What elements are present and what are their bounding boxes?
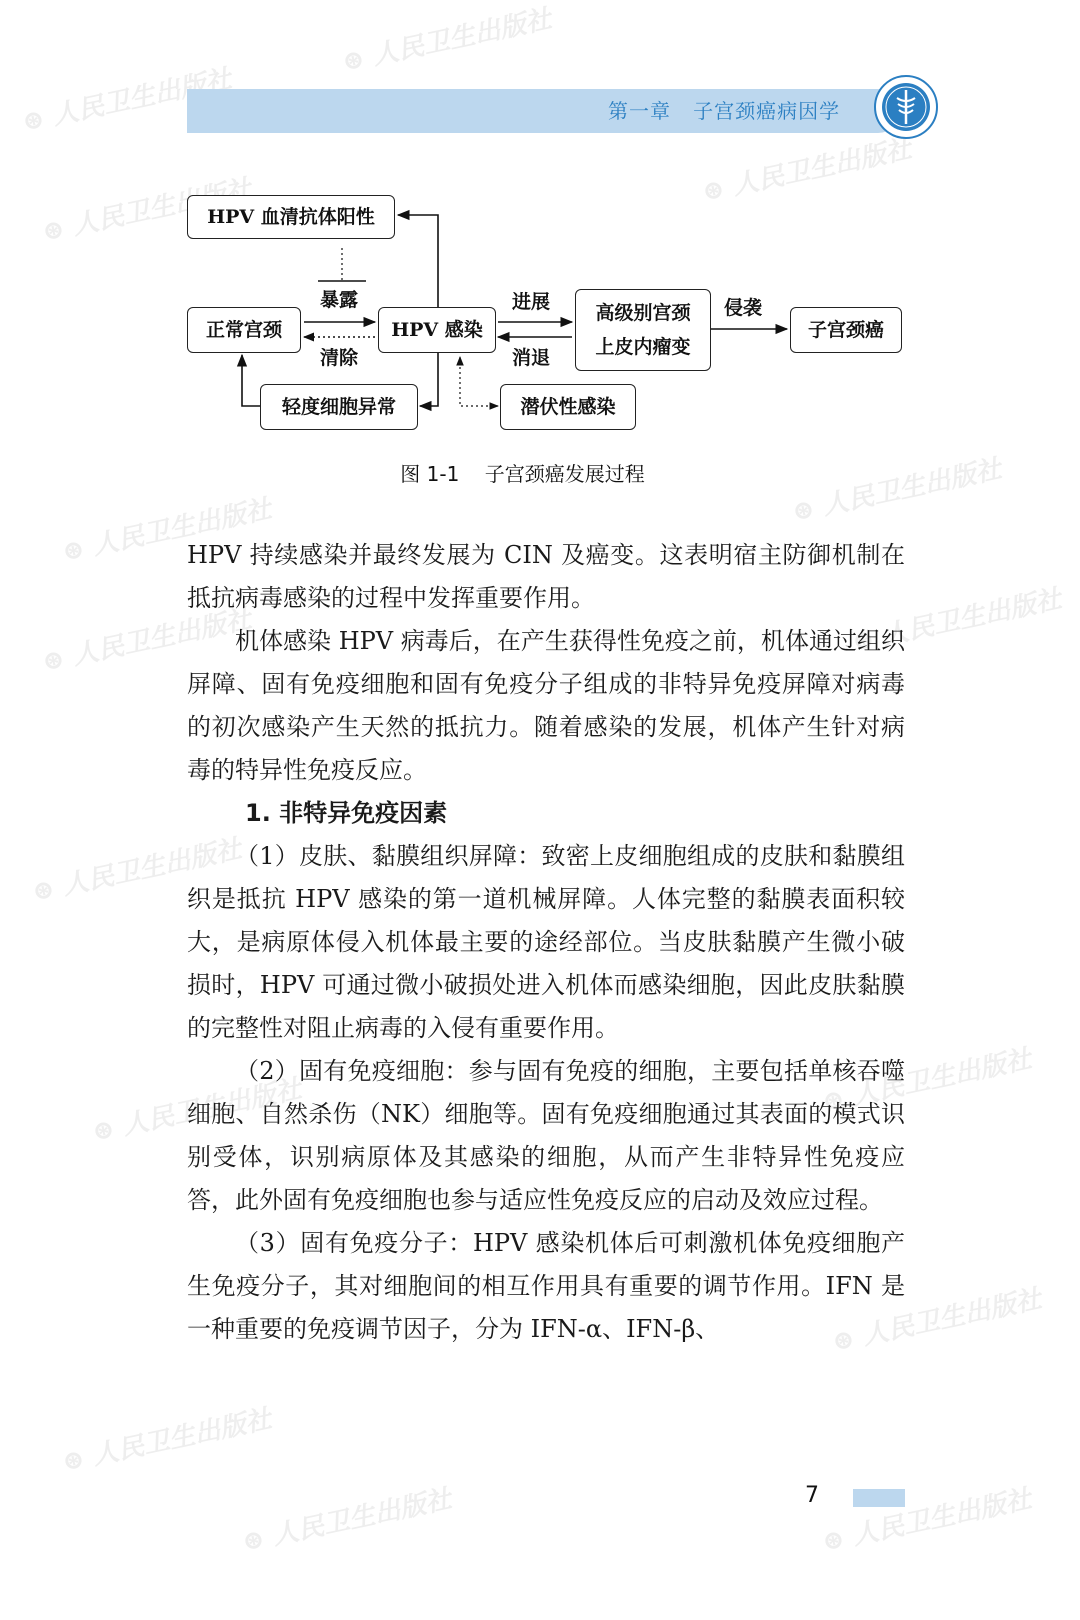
chapter-title: 第一章 子宫颈癌病因学 — [608, 99, 841, 123]
paragraph: （3）固有免疫分子：HPV 感染机体后可刺激机体免疫细胞产生免疫分子，其对细胞间的相互作用具有重要的调节作用。IFN 是一种重要的免疫调节因子，分为 IFN-α、IFN-β、 — [187, 1229, 905, 1343]
node-high-grade-cin-line2: 上皮内瘤变 — [595, 336, 691, 358]
paragraph: （2）固有免疫细胞：参与固有免疫的细胞，主要包括单核吞噬细胞、自然杀伤（NK）细胞等。固有免疫细胞通过其表面的模式识别受体，识别病原体及其感染的细胞，从而产生非特异性免疫应答，此外固有免疫细胞也参与适应性免疫反应的启动及效应过程。 — [187, 1057, 905, 1214]
body-text — [187, 534, 905, 1351]
watermark: ⊛ 人民卫生出版社 — [819, 1484, 1035, 1558]
footer-accent-bar — [853, 1489, 905, 1507]
page-number: 7 — [805, 1483, 819, 1508]
node-mild-cell-abnormality: 轻度细胞异常 — [260, 384, 418, 430]
watermark: ⊛ 人民卫生出版社 — [849, 584, 1065, 658]
node-high-grade-cin — [575, 289, 711, 371]
figure-caption: 图 1-1 子宫颈癌发展过程 — [400, 462, 645, 486]
watermark: ⊛ 人民卫生出版社 — [699, 134, 915, 208]
watermark: ⊛ 人民卫生出版社 — [89, 1074, 305, 1148]
label-progression: 进展 — [512, 291, 551, 313]
watermark: ⊛ 人民卫生出版社 — [39, 174, 255, 248]
label-clearance: 清除 — [320, 347, 359, 369]
node-high-grade-cin-line1: 高级别宫颈 — [595, 302, 691, 324]
section-heading: 1. 非特异免疫因素 — [245, 799, 448, 827]
node-cervical-cancer: 子宫颈癌 — [790, 307, 902, 353]
watermark: ⊛ 人民卫生出版社 — [59, 494, 275, 568]
arrow-mild-to-normal — [242, 355, 260, 406]
node-latent-infection: 潜伏性感染 — [500, 384, 636, 430]
node-hpv-infection: HPV 感染 — [378, 307, 496, 353]
arrow-to-seropositive — [398, 215, 438, 307]
label-invasion: 侵袭 — [724, 297, 763, 319]
publisher-seal-icon — [873, 74, 939, 140]
paragraph: HPV 持续感染并最终发展为 CIN 及癌变。这表明宿主防御机制在抵抗病毒感染的过程中发挥重要作用。 — [187, 541, 905, 612]
watermark: ⊛ 人民卫生出版社 — [819, 1044, 1035, 1118]
watermark: ⊛ 人民卫生出版社 — [829, 1284, 1045, 1358]
watermark: ⊛ 人民卫生出版社 — [239, 1484, 455, 1558]
paragraph: 机体感染 HPV 病毒后，在产生获得性免疫之前，机体通过组织屏障、固有免疫细胞和固有免疫分子组成的非特异免疫屏障对病毒的初次感染产生天然的抵抗力。随着感染的发展，机体产生针对病毒的特异性免疫反应。 — [187, 627, 905, 784]
watermark: ⊛ 人民卫生出版社 — [39, 604, 255, 678]
watermark: ⊛ 人民卫生出版社 — [19, 64, 235, 138]
node-hpv-seropositive: HPV 血清抗体阳性 — [187, 195, 395, 239]
watermark: ⊛ 人民卫生出版社 — [339, 4, 555, 78]
watermark: ⊛ 人民卫生出版社 — [29, 834, 245, 908]
label-regression: 消退 — [512, 347, 551, 369]
arrow-latent-infection — [460, 357, 498, 406]
arrow-to-mild-abnormality — [420, 353, 438, 406]
node-normal-cervix: 正常宫颈 — [187, 307, 301, 353]
paragraph: （1）皮肤、黏膜组织屏障：致密上皮细胞组成的皮肤和黏膜组织是抵抗 HPV 感染的第一道机械屏障。人体完整的黏膜表面积较大，是病原体侵入机体最主要的途经部位。当皮肤黏膜产生微小破损时，HPV 可通过微小破损处进入机体而感染细胞，因此皮肤黏膜的完整性对阻止病毒的入侵有重要作用。 — [187, 842, 905, 1042]
cervical-cancer-progression-diagram — [180, 185, 920, 450]
watermark: ⊛ 人民卫生出版社 — [789, 454, 1005, 528]
watermark: ⊛ 人民卫生出版社 — [59, 1404, 275, 1478]
label-exposure: 暴露 — [320, 289, 359, 311]
